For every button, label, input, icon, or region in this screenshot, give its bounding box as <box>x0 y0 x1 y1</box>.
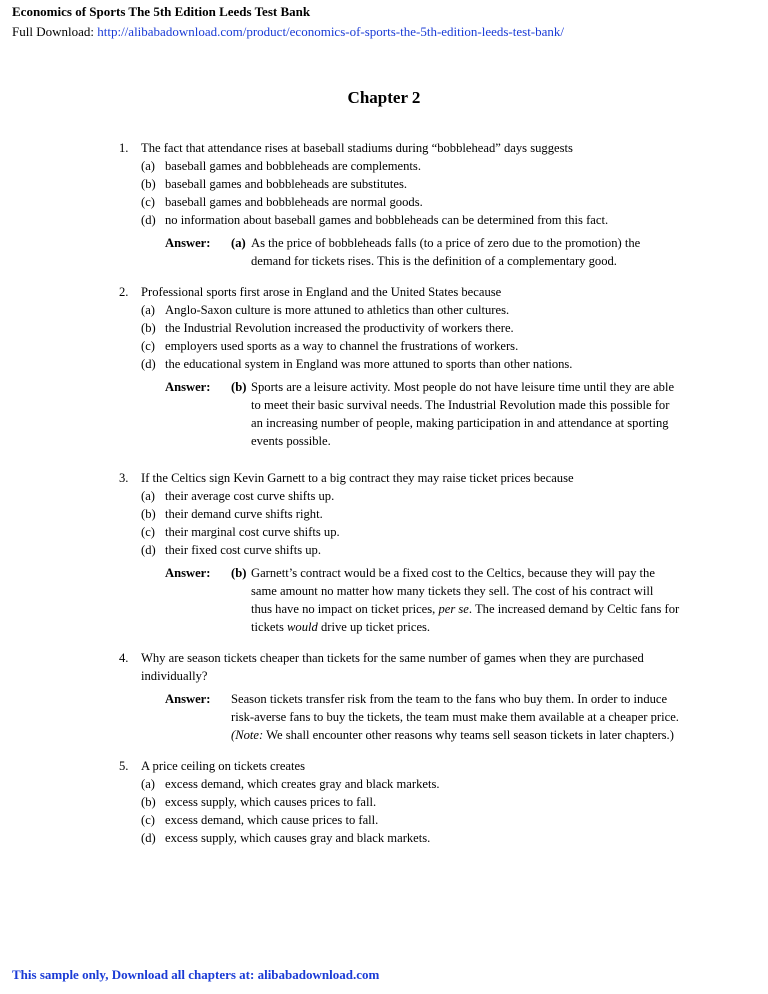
option-text: baseball games and bobbleheads are substitutes. <box>165 177 408 191</box>
download-link[interactable]: http://alibabadownload.com/product/economics-of-sports-the-5th-edition-leeds-test-bank/ <box>97 24 565 39</box>
question-text: A price ceiling on tickets creates <box>141 759 306 773</box>
answer-line: an increasing number of people, making participation in and attendance at sporting <box>251 416 669 430</box>
option-letter: (b) <box>141 177 156 191</box>
answer-letter: (a) <box>231 236 246 250</box>
question-3 <box>119 469 719 636</box>
answer-line <box>251 618 719 636</box>
option-c <box>141 523 719 541</box>
option-b <box>141 505 719 523</box>
option-text: their fixed cost curve shifts up. <box>165 543 321 557</box>
option-letter: (a) <box>141 159 155 173</box>
option-letter: (a) <box>141 303 155 317</box>
answer-label: Answer: <box>165 380 211 394</box>
answer-line: risk-averse fans to buy the tickets, the team must make them available at a cheaper price. <box>231 710 679 724</box>
option-a <box>141 301 719 319</box>
answer-line: Sports are a leisure activity. Most people do not have leisure time until they are able <box>251 380 675 394</box>
option-text: baseball games and bobbleheads are normal goods. <box>165 195 423 209</box>
download-line <box>12 24 564 40</box>
option-text: no information about baseball games and bobbleheads can be determined from this fact. <box>165 213 609 227</box>
option-letter: (d) <box>141 543 156 557</box>
option-letter: (c) <box>141 525 155 539</box>
answer-italic: would <box>287 620 318 634</box>
question-number: 1. <box>119 141 129 155</box>
download-label: Full Download: <box>12 24 94 39</box>
answer-line: demand for tickets rises. This is the definition of a complementary good. <box>251 254 617 268</box>
options <box>141 775 719 847</box>
question-4 <box>119 649 719 744</box>
question-1 <box>119 139 719 270</box>
question-text: individually? <box>141 669 208 683</box>
option-text: excess demand, which cause prices to fall. <box>165 813 379 827</box>
question-number: 4. <box>119 651 129 665</box>
option-letter: (d) <box>141 831 156 845</box>
options <box>141 487 719 559</box>
answer-italic: (Note: <box>231 728 264 742</box>
answer-line: to meet their basic survival needs. The Industrial Revolution made this possible for <box>251 398 670 412</box>
option-c <box>141 193 719 211</box>
question-text: If the Celtics sign Kevin Garnett to a big contract they may raise ticket prices because <box>141 471 574 485</box>
question-number: 3. <box>119 471 129 485</box>
question-list <box>119 139 719 847</box>
option-letter: (b) <box>141 321 156 335</box>
option-text: employers used sports as a way to channel the frustrations of workers. <box>165 339 519 353</box>
answer-line: Garnett’s contract would be a fixed cost to the Celtics, because they will pay the <box>251 566 655 580</box>
option-d <box>141 211 719 229</box>
option-text: excess supply, which causes gray and black markets. <box>165 831 431 845</box>
chapter-heading: Chapter 2 <box>347 88 421 107</box>
option-letter: (c) <box>141 813 155 827</box>
option-text: excess demand, which creates gray and black markets. <box>165 777 440 791</box>
option-letter: (a) <box>141 777 155 791</box>
option-letter: (b) <box>141 795 156 809</box>
option-c <box>141 811 719 829</box>
answer-label: Answer: <box>165 566 211 580</box>
answer-label: Answer: <box>165 236 211 250</box>
footer-notice: This sample only, Download all chapters at: alibabadownload.com <box>12 967 380 982</box>
answer-text: . The increased demand by Celtic fans for <box>468 602 680 616</box>
answer-text: thus have no impact on ticket prices, <box>251 602 439 616</box>
option-d <box>141 541 719 559</box>
answer-label: Answer: <box>165 692 211 706</box>
option-text: the Industrial Revolution increased the productivity of workers there. <box>165 321 514 335</box>
option-d <box>141 829 719 847</box>
question-text: Why are season tickets cheaper than tickets for the same number of games when they are purchased <box>141 651 644 665</box>
option-c <box>141 337 719 355</box>
answer-text: We shall encounter other reasons why teams sell season tickets in later chapters.) <box>263 728 674 742</box>
answer-text: drive up ticket prices. <box>317 620 431 634</box>
question-number: 2. <box>119 285 129 299</box>
option-text: their average cost curve shifts up. <box>165 489 335 503</box>
option-letter: (b) <box>141 507 156 521</box>
question-2 <box>119 283 719 450</box>
answer-line <box>251 600 719 618</box>
answer-letter: (b) <box>231 380 247 394</box>
option-text: baseball games and bobbleheads are complements. <box>165 159 421 173</box>
options <box>141 157 719 229</box>
question-text: Professional sports first arose in England and the United States because <box>141 285 502 299</box>
answer-line: As the price of bobbleheads falls (to a price of zero due to the promotion) the <box>251 236 641 250</box>
option-text: Anglo-Saxon culture is more attuned to athletics than other cultures. <box>165 303 510 317</box>
option-text: their demand curve shifts right. <box>165 507 323 521</box>
option-letter: (c) <box>141 195 155 209</box>
answer-block <box>141 564 719 636</box>
option-a <box>141 487 719 505</box>
option-b <box>141 793 719 811</box>
options <box>141 301 719 373</box>
answer-text: tickets <box>251 620 288 634</box>
option-a <box>141 775 719 793</box>
option-letter: (d) <box>141 213 156 227</box>
document-title: Economics of Sports The 5th Edition Leeds Test Bank <box>12 4 311 19</box>
option-letter: (a) <box>141 489 155 503</box>
option-letter: (d) <box>141 357 156 371</box>
question-text: The fact that attendance rises at baseball stadiums during “bobblehead” days suggests <box>141 141 573 155</box>
option-text: excess supply, which causes prices to fall. <box>165 795 377 809</box>
question-5 <box>119 757 719 847</box>
answer-letter: (b) <box>231 566 247 580</box>
answer-line <box>231 726 719 744</box>
option-b <box>141 319 719 337</box>
answer-block <box>141 234 719 270</box>
answer-block <box>141 690 719 744</box>
option-a <box>141 157 719 175</box>
option-letter: (c) <box>141 339 155 353</box>
question-number: 5. <box>119 759 129 773</box>
option-b <box>141 175 719 193</box>
answer-line: events possible. <box>251 434 331 448</box>
answer-line: same amount no matter how many tickets they sell. The cost of his contract will <box>251 584 654 598</box>
answer-block <box>141 378 719 450</box>
answer-line: Season tickets transfer risk from the team to the fans who buy them. In order to induce <box>231 692 668 706</box>
option-d <box>141 355 719 373</box>
option-text: the educational system in England was more attuned to sports than other nations. <box>165 357 573 371</box>
answer-italic: per se <box>438 602 469 616</box>
option-text: their marginal cost curve shifts up. <box>165 525 340 539</box>
